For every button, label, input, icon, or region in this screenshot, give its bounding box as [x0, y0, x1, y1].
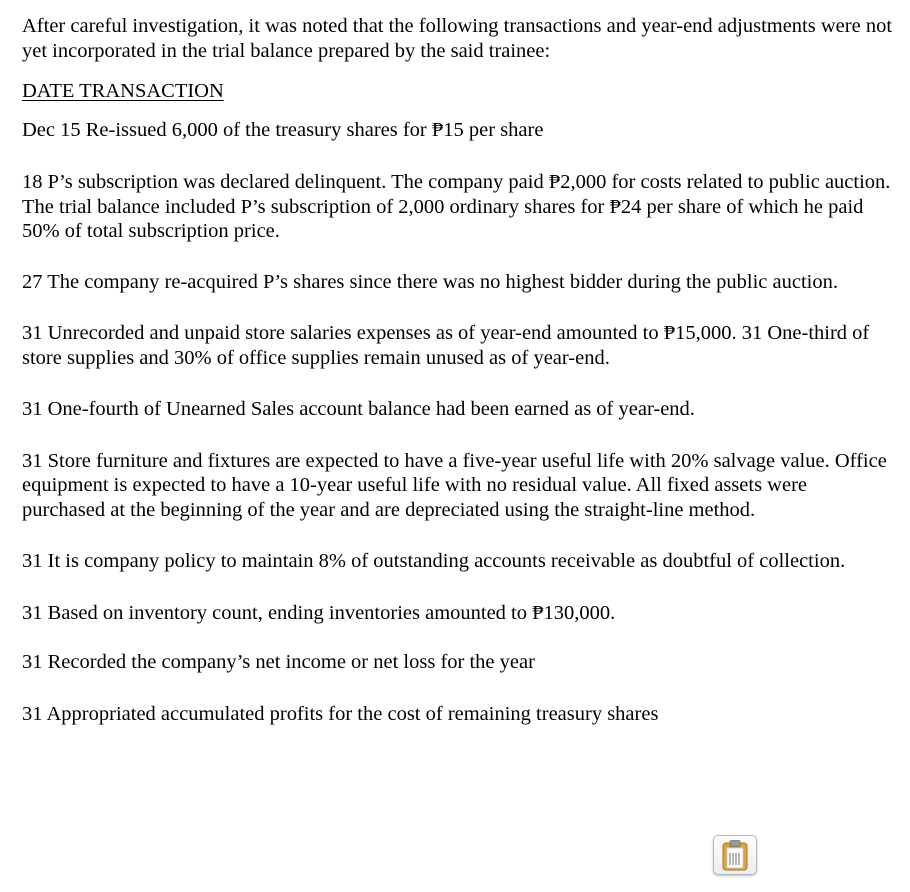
clipboard-icon	[721, 839, 749, 871]
transaction-entry: 31 It is company policy to maintain 8% of outstanding accounts receivable as doubtful of collection.	[22, 550, 846, 572]
transaction-entry: 27 The company re-acquired P’s shares since there was no highest bidder during the public auction.	[22, 270, 838, 293]
transaction-entry: 31 Unrecorded and unpaid store salaries expenses as of year-end amounted to ₱15,000. 31 One-third of store supplies and 30% of office supplies remain unused as of year-end.	[22, 322, 870, 369]
document-body	[22, 14, 892, 726]
paste-options-button[interactable]	[713, 835, 757, 875]
transaction-entry: 31 One-fourth of Unearned Sales account balance had been earned as of year-end.	[22, 398, 695, 420]
transaction-entry: 31 Based on inventory count, ending inventories amounted to ₱130,000.	[22, 601, 616, 624]
transaction-entry: 31 Appropriated accumulated profits for the cost of remaining treasury shares	[22, 702, 659, 725]
transaction-entry: 18 P’s subscription was declared delinquent. The company paid ₱2,000 for costs related to public auction. The trial balance included P’s subscription of 2,000 ordinary shares for ₱24 per share of which he paid 50% of total subscription price.	[22, 171, 891, 242]
transaction-entry: 31 Store furniture and fixtures are expected to have a five-year useful life with 20% salvage value. Office equipment is expected to have a 10-year useful life with no residual value. All fixed assets were purchased at the beginning of the year and are depreciated using the straight-line method.	[22, 449, 887, 521]
table-heading: DATE TRANSACTION	[22, 80, 224, 102]
intro-paragraph: After careful investigation, it was noted that the following transactions and year-end adjustments were not yet incorporated in the trial balance prepared by the said trainee:	[22, 15, 893, 62]
transaction-entry: 31 Recorded the company’s net income or net loss for the year	[22, 651, 535, 673]
transaction-list	[22, 118, 892, 727]
transaction-entry: Dec 15 Re-issued 6,000 of the treasury shares for ₱15 per share	[22, 118, 544, 141]
